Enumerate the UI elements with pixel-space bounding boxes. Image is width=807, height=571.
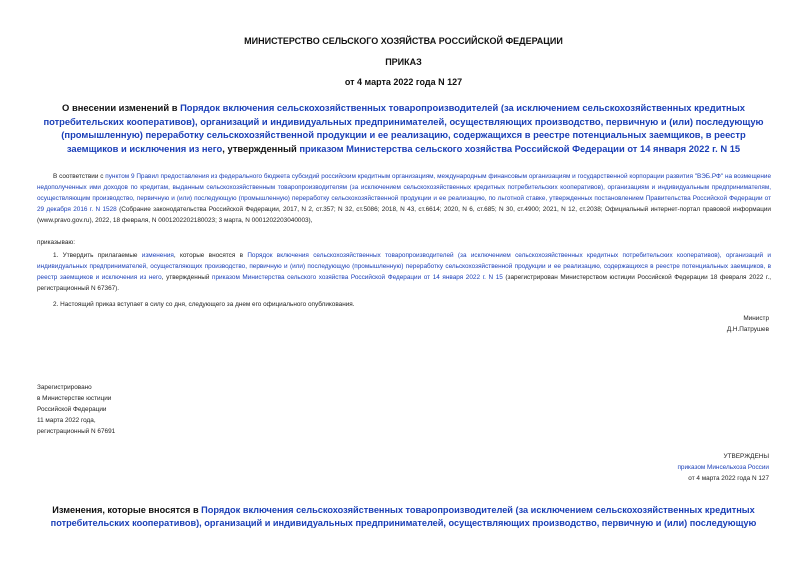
ministry-heading: МИНИСТЕРСТВО СЕЛЬСКОГО ХОЗЯЙСТВА РОССИЙСКОЙ ФЕДЕРАЦИИ bbox=[244, 36, 563, 46]
clause-1-text-d: (зарегистрирован Министерством юстиции Российской Федерации 18 февраля 2022 г., регистрационный N 67367). bbox=[37, 274, 772, 292]
clause-2: 2. Настоящий приказ вступает в силу со дня, следующего за днем его официального опубликования. bbox=[53, 301, 355, 308]
changes-heading bbox=[36, 504, 771, 530]
clause-1-text-a: 1. Утвердить прилагаемые bbox=[53, 252, 142, 259]
approval-line-3: от 4 марта 2022 года N 127 bbox=[688, 475, 769, 482]
clause-1 bbox=[37, 250, 771, 294]
document-title bbox=[36, 101, 771, 155]
registration-line-2: в Министерстве юстиции bbox=[37, 395, 112, 402]
title-mid: , утвержденный bbox=[222, 142, 300, 154]
registration-line-3: Российской Федерации bbox=[37, 406, 107, 413]
changes-prefix: Изменения, которые вносятся в bbox=[52, 505, 202, 515]
procedure-link[interactable]: Порядок включения сельскохозяйственных товаропроизводителей (за исключением сельскохозяйственных кредитных потребительских кооперативов), организаций и индивидуальных предпринимателей, осуществляющих производство, первичную и (или) последующую (промышленную) переработку сельскохозяйственной продукции и ее реализацию, содержащихся в реестре потенциальных заемщиков, в реестр заемщиков и исключения из него bbox=[37, 252, 771, 281]
registration-line-1: Зарегистрировано bbox=[37, 384, 92, 391]
preamble-text-end: (Собрание законодательства Российской Федерации, 2017, N 2, ст.357; N 32, ст.5086; 2018, N 43, ст.6614; 2020, N 6, ст.685; N 30, ст.4900; 2021, N 12, ст.2038; Официальный интернет-портал правовой информации (www.pravo.gov.ru), 2022, 18 февраля, N 0001202202180023; 3 марта, N 0001202203040003), bbox=[37, 206, 771, 224]
signature-name: Д.Н.Патрушев bbox=[726, 326, 769, 333]
clause-1-text-c: , утвержденный bbox=[161, 274, 213, 281]
order-word: приказываю: bbox=[37, 239, 75, 246]
clause-1-text-b: , которые вносятся в bbox=[173, 252, 248, 259]
rules-link[interactable]: пунктом 9 Правил предоставления из федерального бюджета субсидий российским кредитным организациям, международным финансовым организациям и государственной корпорации развития "ВЭБ.РФ" на возмещение недополученных ими доходов по кредитам, выданным сельскохозяйственным товаропроизводителям (за исключением сельскохозяйственных кредитных потребительских кооперативов), организациям и индивидуальным предпринимателям, осуществляющим производство, первичную и (или) последующую (промышленную) переработку сельскохозяйственной продукции и ее реализацию, по льготной ставке, утвержденных постановлением Правительства Российской Федерации от 29 декабря 2016 г. N 1528 bbox=[37, 173, 771, 213]
title-procedure-link[interactable]: Порядок включения сельскохозяйственных товаропроизводителей (за исключением сельскохозяйственных кредитных потребительских кооперативов), организаций и индивидуальных предпринимателей, осуществляющих производство, первичную и (или) последующую (промышленную) переработку сельскохозяйственной продукции и ее реализацию, содержащихся в реестре потенциальных заемщиков, в реестр заемщиков и исключения из него bbox=[43, 102, 764, 154]
signature-position: Министр bbox=[743, 315, 769, 322]
title-prefix: О внесении изменений в bbox=[62, 102, 181, 113]
preamble-text-start: В соответствии с bbox=[53, 173, 106, 180]
approval-order-link[interactable]: приказом Минсельхоза России bbox=[677, 464, 769, 471]
title-order-link[interactable]: приказом Министерства сельского хозяйства Российской Федерации от 14 января 2022 г. N 15 bbox=[299, 142, 741, 154]
registration-line-5: регистрационный N 67691 bbox=[37, 428, 116, 435]
registration-line-4: 11 марта 2022 года, bbox=[37, 417, 96, 424]
signature-block bbox=[727, 313, 769, 335]
document-type: ПРИКАЗ bbox=[385, 57, 422, 67]
order-15-link[interactable]: приказом Министерства сельского хозяйства Российской Федерации от 14 января 2022 г. N 15 bbox=[212, 274, 503, 281]
changes-procedure-link[interactable]: Порядок включения сельскохозяйственных товаропроизводителей (за исключением сельскохозяйственных кредитных потребительских кооперативов), организаций и индивидуальных предпринимателей, осуществляющих производство, первичную и (или) последующую bbox=[50, 505, 757, 528]
document-date: от 4 марта 2022 года N 127 bbox=[344, 77, 463, 87]
approval-block bbox=[677, 451, 769, 484]
approval-line-1: УТВЕРЖДЕНЫ bbox=[723, 453, 769, 460]
preamble-paragraph bbox=[37, 171, 771, 226]
changes-link[interactable]: изменения bbox=[141, 252, 174, 259]
registration-block bbox=[37, 382, 115, 437]
